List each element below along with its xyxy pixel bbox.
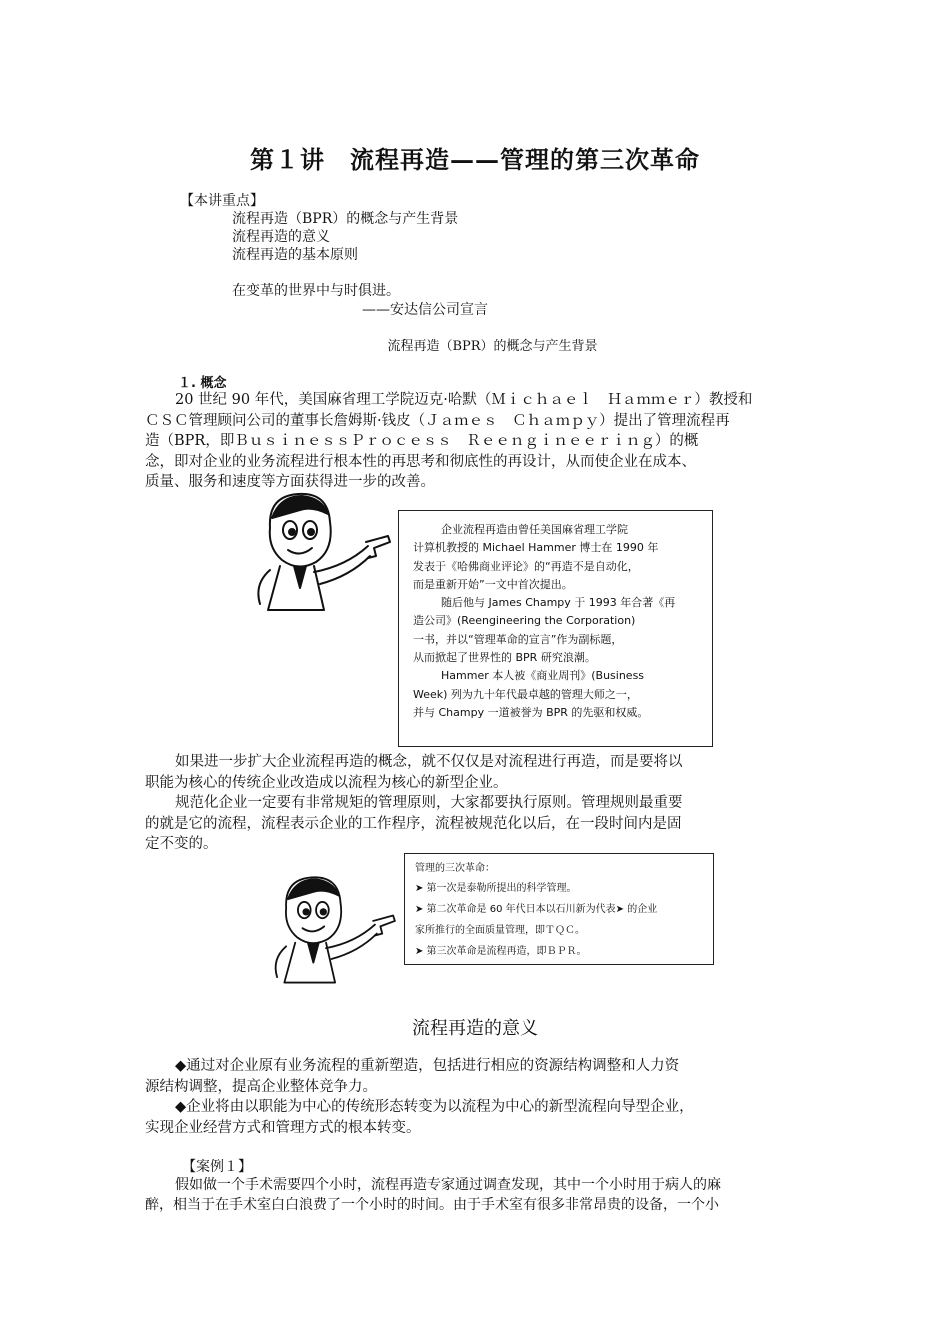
- bpr-origin-callout: [398, 510, 713, 747]
- focus-item: 流程再造（BPR）的概念与产生背景: [232, 211, 459, 227]
- text-line: 职能为核心的传统企业改造成以流程为核心的新型企业。: [145, 774, 508, 791]
- text-line: 造（BPR，即ＢｕｓｉｎｅｓｓＰｒｏｃｅｓｓ Ｒｅｅｎｇｉｎｅｅｒｉｎｇ）的概: [145, 433, 699, 449]
- quote-source: ——安达信公司宣言: [362, 302, 488, 318]
- text-line: ◆通过对企业原有业务流程的重新塑造，包括进行相应的资源结构调整和人力资: [175, 1058, 680, 1074]
- page-title: 第１讲 流程再造——管理的第三次革命: [250, 145, 700, 174]
- text-line: 如果进一步扩大企业流程再造的概念，就不仅仅是对流程进行再造，而是要将以: [175, 754, 683, 770]
- quote-text: 在变革的世界中与时俱进。: [232, 283, 400, 299]
- callout-line: 企业流程再造由曾任美国麻省理工学院: [441, 523, 628, 536]
- text-line: 质量、服务和速度等方面获得进一步的改善。: [145, 474, 435, 490]
- section-title: 流程再造的意义: [412, 1018, 538, 1039]
- callout-line: Week) 列为九十年代最卓越的管理大师之一，: [413, 687, 638, 701]
- focus-item: 流程再造的基本原则: [232, 247, 358, 263]
- callout-line: 并与 Champy 一道被誉为 BPR 的先驱和权威。: [413, 705, 649, 719]
- focus-heading: 【本讲重点】: [180, 193, 264, 209]
- text-line: 的就是它的流程，流程表示企业的工作程序，流程被规范化以后，在一段时间内是固: [145, 815, 682, 832]
- text-line: ＣＳＣ管理顾问公司的董事长詹姆斯·钱皮（Ｊａｍｅｓ Ｃｈａｍｐｙ）提出了管理流程再: [145, 412, 730, 429]
- case-heading: 【案例１】: [182, 1159, 252, 1175]
- case-paragraph: [145, 1175, 810, 1215]
- text-line: 20 世纪 90 年代，美国麻省理工学院迈克·哈默（Ｍｉｃｈａｅｌ Ｈａｍｍｅｒ）教授和: [175, 392, 753, 408]
- callout-line: ➤ 第三次革命是流程再造，即ＢＰＲ。: [415, 946, 587, 957]
- text-line: 源结构调整，提高企业整体竞争力。: [145, 1078, 377, 1095]
- callout-line: 造公司》(Reengineering the Corporation): [413, 614, 636, 628]
- meaning-paragraph: [145, 1056, 810, 1138]
- callout-line: 从而掀起了世界性的 BPR 研究浪潮。: [413, 651, 596, 665]
- text-line: 假如做一个手术需要四个小时，流程再造专家通过调查发现，其中一个小时用于病人的麻: [175, 1177, 721, 1193]
- standardization-paragraph: [145, 793, 810, 855]
- callout-line: 计算机教授的 Michael Hammer 博士在 1990 年: [413, 541, 659, 555]
- callout-line: Hammer 本人被《商业周刊》(Business: [441, 669, 645, 683]
- callout-line: 而是重新开始”一文中首次提出。: [413, 577, 573, 591]
- callout-line: 发表于《哈佛商业评论》的“再造不是自动化，: [413, 559, 639, 573]
- callout-line: 一书，并以“管理革命的宣言”作为副标题，: [413, 632, 623, 646]
- pointing-man-illustration: [250, 488, 400, 616]
- pointing-man-illustration: [268, 872, 404, 988]
- text-line: 念，即对企业的业务流程进行根本性的再思考和彻底性的再设计，从而使企业在成本、: [145, 453, 696, 470]
- text-line: 醉，相当于在手术室白白浪费了一个小时的时间。由于手术室有很多非常昂贵的设备，一个小: [145, 1197, 719, 1213]
- focus-item: 流程再造的意义: [232, 229, 330, 245]
- text-line: 定不变的。: [145, 836, 218, 852]
- text-line: ◆企业将由以职能为中心的传统形态转变为以流程为中心的新型流程向导型企业，: [175, 1099, 694, 1115]
- concept-heading: １. 概念: [178, 376, 227, 391]
- callout-line: 家所推行的全面质量管理，即ＴＱＣ。: [415, 925, 585, 936]
- three-revolutions-callout: [404, 853, 714, 965]
- section-title: 流程再造（BPR）的概念与产生背景: [387, 339, 598, 354]
- extension-paragraph: [145, 752, 810, 793]
- text-line: 实现企业经营方式和管理方式的根本转变。: [145, 1119, 421, 1136]
- callout-line: ➤ 第二次革命是 60 年代日本以石川新为代表➤ 的企业: [415, 904, 658, 915]
- callout-line: 随后他与 James Champy 于 1993 年合著《再: [441, 596, 676, 610]
- concept-paragraph: [145, 390, 810, 493]
- callout-line: ➤ 第一次是泰勒所提出的科学管理。: [415, 883, 577, 894]
- callout-heading: 管理的三次革命：: [415, 863, 495, 874]
- text-line: 规范化企业一定要有非常规矩的管理原则，大家都要执行原则。管理规则最重要: [175, 795, 683, 811]
